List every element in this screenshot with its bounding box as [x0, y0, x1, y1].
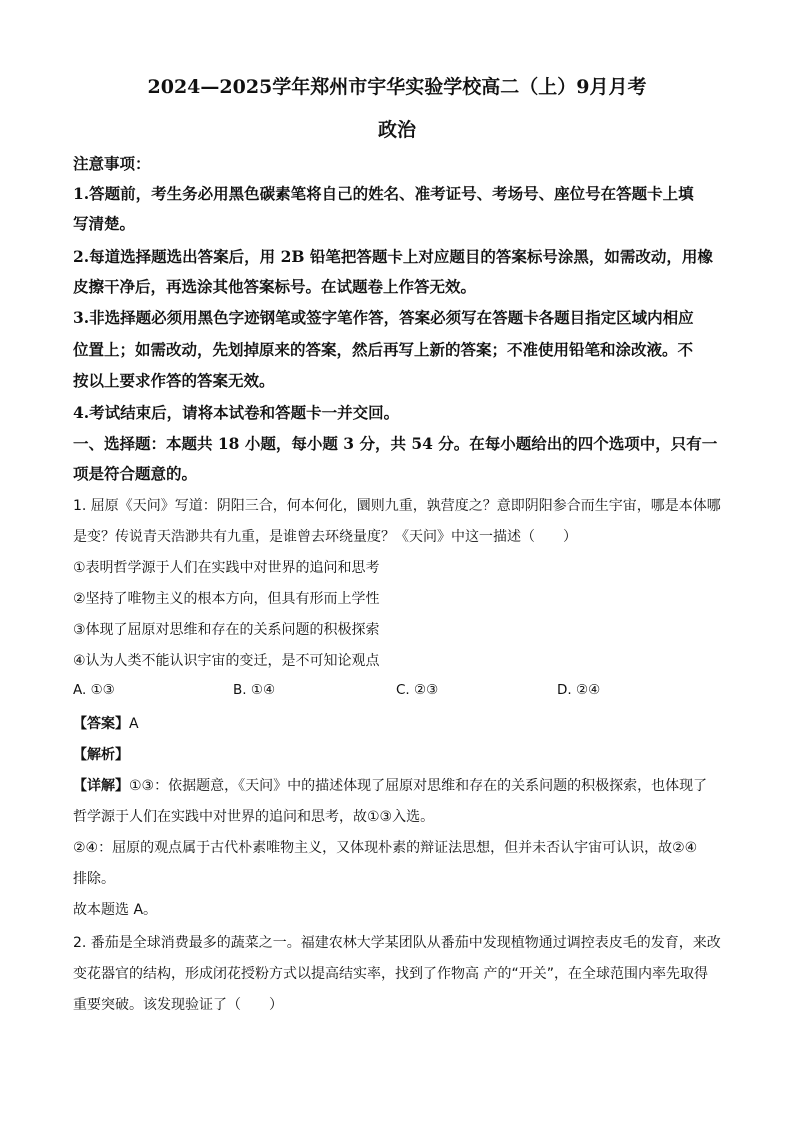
exam-title: 2024—2025学年郑州市宇华实验学校高二（上）9月月考 — [147, 76, 647, 98]
question-1-item: ④认为人类不能认识宇宙的变迁，是不可知论观点 — [73, 653, 380, 669]
detail-line-cont: 哲学源于人们在实践中对世界的追问和思考，故①③入选。 — [73, 809, 435, 825]
answer-value: A — [129, 716, 139, 732]
detail-line: ②④：屈原的观点属于古代朴素唯物主义，又体现朴素的辩证法思想，但并未否认宇宙可认识，故②④ — [73, 840, 698, 856]
notice-line: 3.非选择题必须用黑色字迹钢笔或签字笔作答，答案必须写在答题卡各题目指定区域内相应 — [73, 308, 694, 327]
question-2-stem-cont: 变花器官的结构，形成闭花授粉方式以提高结实率，找到了作物高 产的“开关”，在全球范围内率先取得 — [73, 966, 708, 982]
detail-line — [73, 775, 707, 795]
question-1-item: ②坚持了唯物主义的根本方向，但具有形而上学性 — [73, 591, 380, 607]
question-2-stem: 2. 番茄是全球消费最多的蔬菜之一。福建农林大学某团队从番茄中发现植物通过调控表皮毛的发育，来改 — [73, 935, 721, 951]
option-d: D. ②④ — [557, 682, 601, 698]
question-1-stem-cont: 是变？传说青天浩渺共有九重，是谁曾去环绕量度？《天问》中这一描述（ ） — [73, 529, 577, 545]
conclusion-line: 故本题选 A。 — [73, 902, 158, 918]
notice-line: 2.每道选择题选出答案后，用 2B 铅笔把答题卡上对应题目的答案标号涂黑，如需改动，用橡 — [73, 247, 713, 266]
question-2-stem-cont: 重要突破。该发现验证了（ ） — [73, 997, 283, 1013]
option-b: B. ①④ — [233, 682, 276, 698]
answer-line — [73, 713, 139, 733]
detail-tag: 【详解】 — [73, 778, 129, 794]
option-c: C. ②③ — [396, 682, 439, 698]
notice-line: 皮擦干净后，再选涂其他答案标号。在试题卷上作答无效。 — [73, 277, 477, 296]
notice-line: 位置上；如需改动，先划掉原来的答案，然后再写上新的答案；不准使用铅笔和涂改液。不 — [73, 340, 694, 359]
question-1-item: ③体现了屈原对思维和存在的关系问题的积极探索 — [73, 622, 380, 638]
notice-line: 写清楚。 — [73, 214, 136, 233]
section-heading-cont: 项是符合题意的。 — [73, 464, 198, 483]
analysis-line — [73, 744, 129, 764]
section-heading: 一、选择题：本题共 18 小题，每小题 3 分，共 54 分。在每小题给出的四个选项中，只有一 — [73, 434, 718, 453]
answer-tag: 【答案】 — [73, 716, 129, 732]
notice-heading: 注意事项： — [73, 154, 151, 173]
notice-line: 1.答题前，考生务必用黑色碳素笔将自己的姓名、准考证号、考场号、座位号在答题卡上填 — [73, 184, 694, 203]
question-1-stem: 1. 屈原《天问》写道：阴阳三合，何本何化，圜则九重，孰营度之？意即阴阳参合而生宇宙，哪是本体哪 — [73, 498, 721, 514]
analysis-tag: 【解析】 — [73, 747, 129, 763]
option-a: A. ①③ — [73, 682, 115, 698]
notice-line: 按以上要求作答的答案无效。 — [73, 371, 275, 390]
detail-line-cont: 排除。 — [73, 871, 115, 887]
question-1-item: ①表明哲学源于人们在实践中对世界的追问和思考 — [73, 560, 380, 576]
subject-title: 政治 — [377, 119, 416, 141]
notice-line: 4.考试结束后，请将本试卷和答题卡一并交回。 — [73, 403, 400, 422]
detail-text: ①③：依据题意，《天问》中的描述体现了屈原对思维和存在的关系问题的积极探索，也体现了 — [129, 778, 708, 794]
